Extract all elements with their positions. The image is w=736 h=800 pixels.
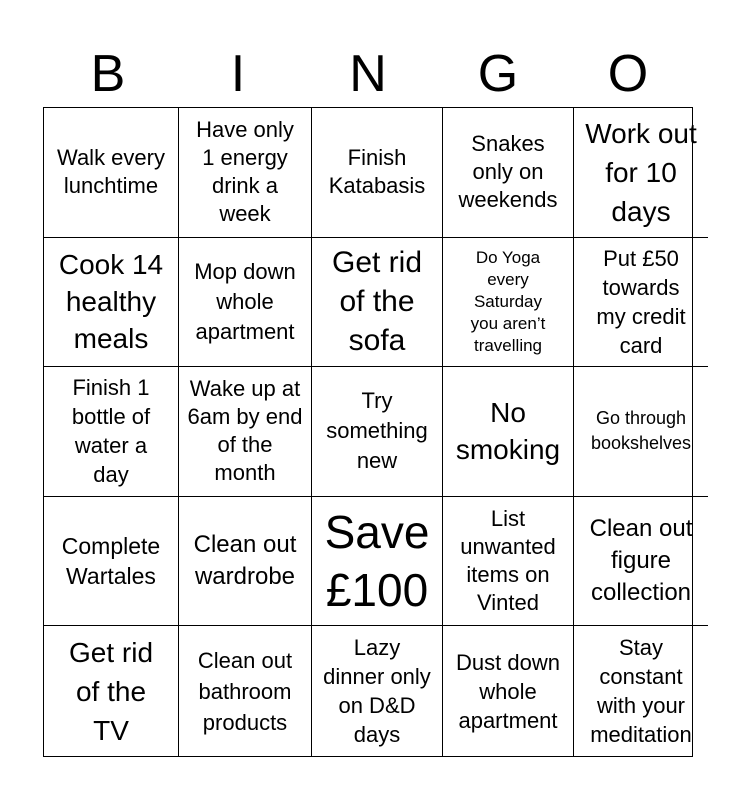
cell-text: Dust down whole apartment xyxy=(456,649,560,733)
cell-text: Work out for 10 days xyxy=(585,117,697,227)
cell-text: Get rid of the sofa xyxy=(331,246,423,358)
bingo-cell[interactable] xyxy=(574,497,708,627)
header-letter-g: G xyxy=(477,45,519,103)
cell-text: Clean out figure collection xyxy=(589,515,693,607)
bingo-cell[interactable] xyxy=(44,108,179,238)
cell-text: Try something new xyxy=(326,388,428,474)
bingo-cell[interactable] xyxy=(44,238,179,368)
bingo-cell[interactable] xyxy=(312,238,443,368)
bingo-cell[interactable] xyxy=(179,497,312,627)
cell-text: No smoking xyxy=(455,397,561,466)
cell-text: Get rid of the TV xyxy=(68,636,154,746)
bingo-card xyxy=(43,107,697,757)
bingo-cell[interactable] xyxy=(312,108,443,238)
header-letter-o: O xyxy=(607,45,649,103)
cell-text: Stay constant with your meditation xyxy=(590,635,692,748)
bingo-cell[interactable] xyxy=(312,497,443,627)
cell-text: Save £100 xyxy=(324,506,430,617)
cell-text: Put £50 towards my credit card xyxy=(596,245,686,358)
bingo-cell[interactable] xyxy=(179,238,312,368)
bingo-cell[interactable] xyxy=(179,367,312,497)
cell-text: Snakes only on weekends xyxy=(458,131,558,213)
cell-text: Go through bookshelves xyxy=(590,408,692,454)
cell-text: Mop down whole apartment xyxy=(194,258,296,344)
cell-text: Have only 1 energy drink a week xyxy=(196,117,294,227)
bingo-cell[interactable] xyxy=(44,497,179,627)
bingo-cell[interactable] xyxy=(574,626,708,756)
bingo-header xyxy=(43,40,693,108)
header-letter-n: N xyxy=(349,45,387,103)
bingo-cell[interactable] xyxy=(574,108,708,238)
cell-text: Walk every lunchtime xyxy=(57,145,165,199)
bingo-cell[interactable] xyxy=(443,108,574,238)
cell-text: Wake up at 6am by end of the month xyxy=(187,376,303,486)
bingo-cell[interactable] xyxy=(443,367,574,497)
cell-text: Finish 1 bottle of water a day xyxy=(71,375,151,488)
cell-text: Clean out bathroom products xyxy=(197,647,293,735)
cell-text: Cook 14 healthy meals xyxy=(58,249,164,355)
bingo-cell[interactable] xyxy=(312,367,443,497)
cell-text: Finish Katabasis xyxy=(328,145,426,199)
cell-text: Clean out wardrobe xyxy=(193,531,297,591)
bingo-cell[interactable] xyxy=(443,497,574,627)
bingo-cell[interactable] xyxy=(44,367,179,497)
bingo-cell[interactable] xyxy=(443,626,574,756)
cell-text: Complete Wartales xyxy=(61,533,161,590)
header-letter-b: B xyxy=(90,45,126,103)
bingo-cell[interactable] xyxy=(574,238,708,368)
cell-text: List unwanted items on Vinted xyxy=(460,506,556,616)
bingo-cell[interactable] xyxy=(312,626,443,756)
bingo-cell[interactable] xyxy=(574,367,708,497)
bingo-cell[interactable] xyxy=(179,108,312,238)
header-letter-i: I xyxy=(230,45,246,103)
cell-text: Lazy dinner only on D&D days xyxy=(323,635,431,748)
bingo-cell[interactable] xyxy=(443,238,574,368)
bingo-cell[interactable] xyxy=(44,626,179,756)
cell-text: Do Yoga every Saturday you aren’t travelling xyxy=(470,247,546,355)
bingo-cell[interactable] xyxy=(179,626,312,756)
